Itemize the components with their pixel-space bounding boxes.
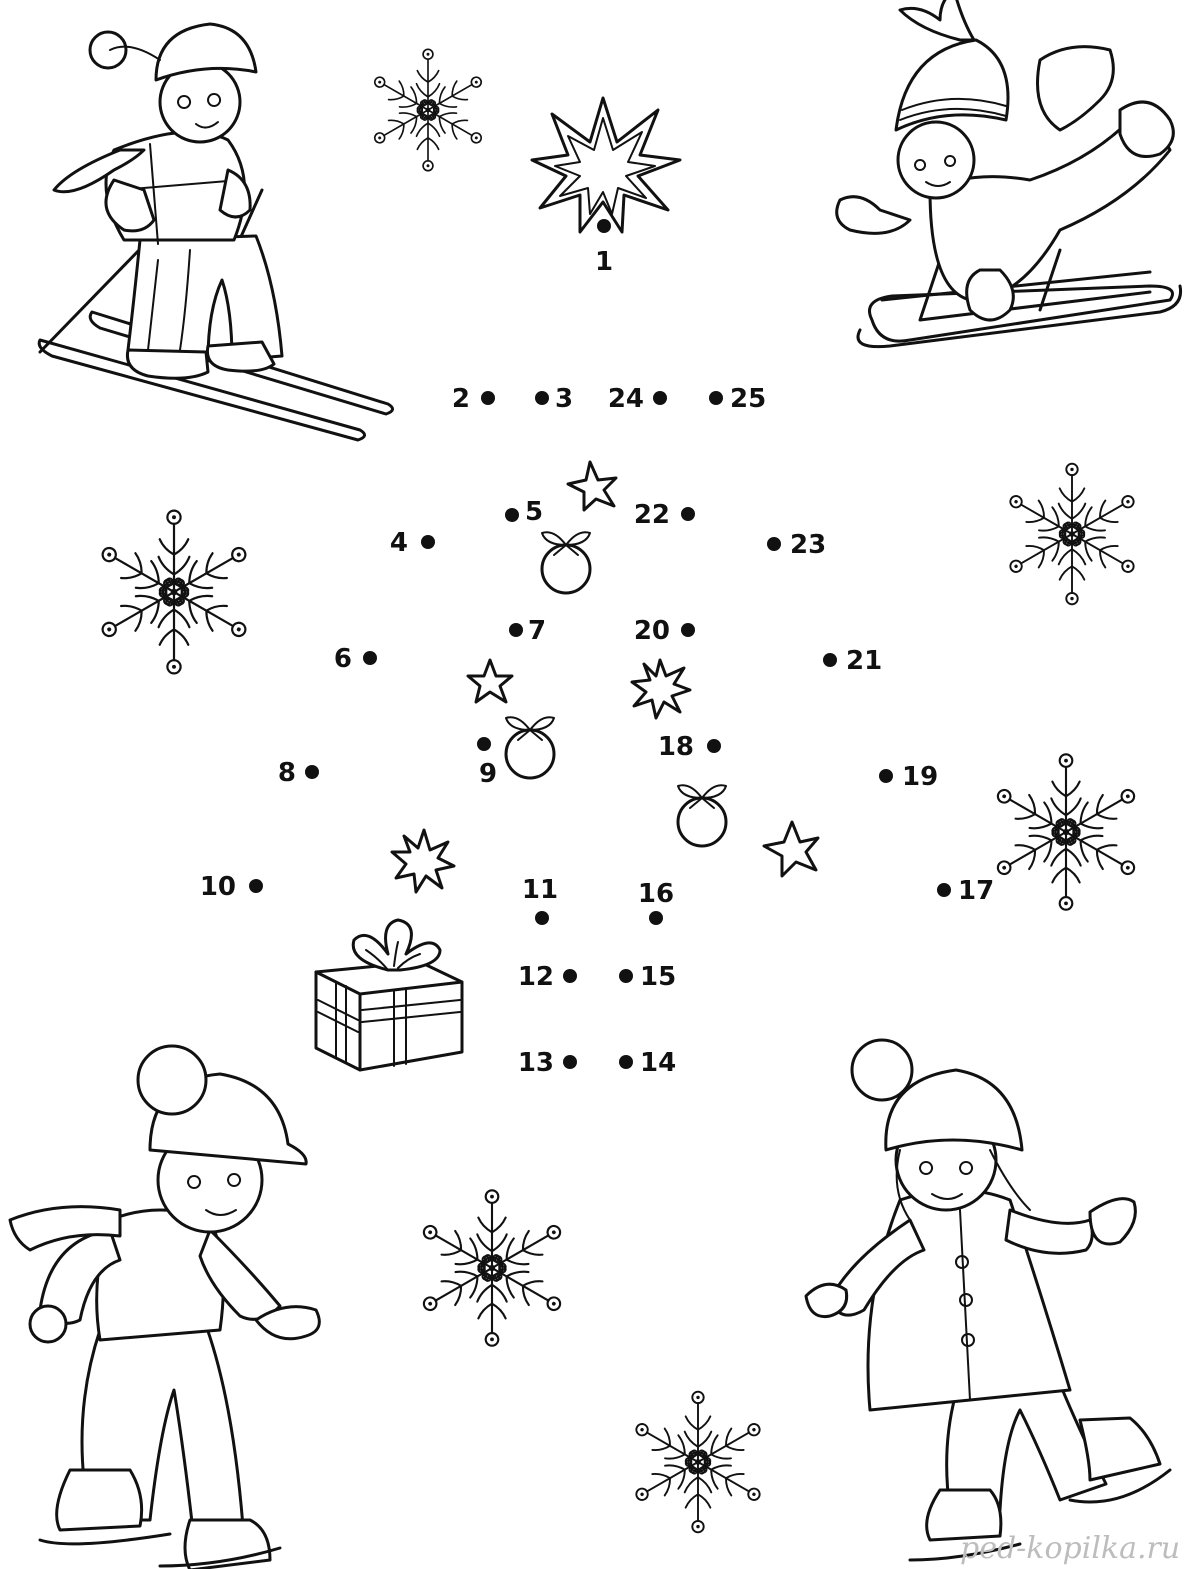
dot-marker	[619, 1048, 676, 1078]
dot-point	[681, 623, 695, 637]
dot-point	[305, 765, 319, 779]
dot-marker	[879, 762, 938, 792]
dot-point	[767, 537, 781, 551]
dot-marker	[823, 646, 882, 676]
dot-number: 7	[528, 616, 547, 646]
dot-point	[619, 1055, 633, 1069]
dot-number: 17	[958, 876, 995, 906]
dot-point	[653, 391, 667, 405]
dot-point	[509, 623, 523, 637]
dot-number: 10	[199, 872, 236, 902]
dot-point	[707, 739, 721, 753]
dot-marker	[619, 962, 676, 992]
dot-marker	[608, 384, 667, 414]
dot-point	[481, 391, 495, 405]
dot-marker	[334, 644, 377, 674]
dot-number: 3	[555, 384, 574, 414]
dot-point	[619, 969, 633, 983]
dot-number: 4	[389, 528, 408, 558]
dot-point	[879, 769, 893, 783]
dot-number: 18	[657, 732, 694, 762]
dot-point	[505, 508, 519, 522]
dot-number: 8	[277, 758, 296, 788]
dot-marker	[767, 530, 826, 560]
dot-marker	[278, 758, 319, 788]
dot-point	[535, 391, 549, 405]
dot-point	[421, 535, 435, 549]
dot-marker	[634, 500, 695, 530]
small-star-icon	[764, 822, 818, 876]
ornament-icon	[542, 532, 590, 593]
snowflake-icon	[96, 511, 252, 674]
burst-star-icon	[632, 660, 690, 718]
small-star-icon	[468, 660, 512, 702]
dot-marker	[709, 384, 766, 414]
child-skiing-figure	[39, 24, 392, 440]
dot-point	[937, 883, 951, 897]
dot-marker	[390, 528, 435, 558]
snowflake-icon	[417, 1190, 566, 1345]
burst-star-icon	[392, 830, 454, 892]
dot-marker	[522, 875, 558, 925]
snowflake-icon	[370, 49, 487, 170]
dot-marker	[518, 962, 577, 992]
dot-point	[535, 911, 549, 925]
dot-marker	[658, 732, 721, 762]
dot-number: 9	[478, 759, 498, 789]
dot-point	[823, 653, 837, 667]
dot-point	[597, 219, 611, 233]
dot-marker	[518, 1048, 577, 1078]
girl-ice-skating-figure	[806, 1040, 1170, 1560]
snowflake-icon	[991, 754, 1140, 909]
dot-point	[477, 737, 491, 751]
dot-marker	[634, 616, 695, 646]
dot-number: 12	[517, 962, 554, 992]
dot-marker	[452, 384, 495, 414]
dot-marker	[477, 737, 497, 789]
dot-number: 24	[607, 384, 644, 414]
dot-point	[563, 1055, 577, 1069]
ornament-icon	[506, 717, 554, 778]
dot-number: 23	[790, 530, 827, 560]
dot-number: 19	[902, 762, 939, 792]
dot-marker	[638, 879, 674, 925]
dot-number: 6	[333, 644, 352, 674]
dot-number: 2	[451, 384, 470, 414]
dot-point	[649, 911, 663, 925]
small-star-icon	[568, 462, 616, 510]
snowflake-icon	[630, 1392, 765, 1533]
dot-marker	[937, 876, 994, 906]
boy-ice-skating-figure	[10, 1046, 319, 1569]
top-star-icon	[532, 98, 680, 232]
dot-marker	[200, 872, 263, 902]
dot-number: 20	[633, 616, 670, 646]
dot-point	[249, 879, 263, 893]
dot-number: 16	[637, 879, 675, 909]
dot-number: 13	[517, 1048, 554, 1078]
dot-point	[681, 507, 695, 521]
dot-number: 21	[846, 646, 883, 676]
dot-marker	[505, 497, 543, 527]
dot-marker	[535, 384, 573, 414]
dot-number: 14	[640, 1048, 677, 1078]
dot-point	[709, 391, 723, 405]
child-sledding-figure	[837, 0, 1181, 347]
dot-point	[363, 651, 377, 665]
gift-box-icon	[316, 920, 462, 1070]
dot-number: 15	[640, 962, 677, 992]
ornament-icon	[678, 785, 726, 846]
dot-number: 25	[730, 384, 767, 414]
dot-number: 1	[594, 247, 614, 277]
dot-marker	[595, 219, 613, 277]
dot-number: 11	[521, 875, 559, 905]
dot-point	[563, 969, 577, 983]
watermark: ped-kopilka.ru	[960, 1531, 1181, 1566]
dot-number: 22	[633, 500, 670, 530]
dot-number: 5	[525, 497, 544, 527]
snowflake-icon	[1004, 464, 1139, 605]
dot-marker	[509, 616, 546, 646]
